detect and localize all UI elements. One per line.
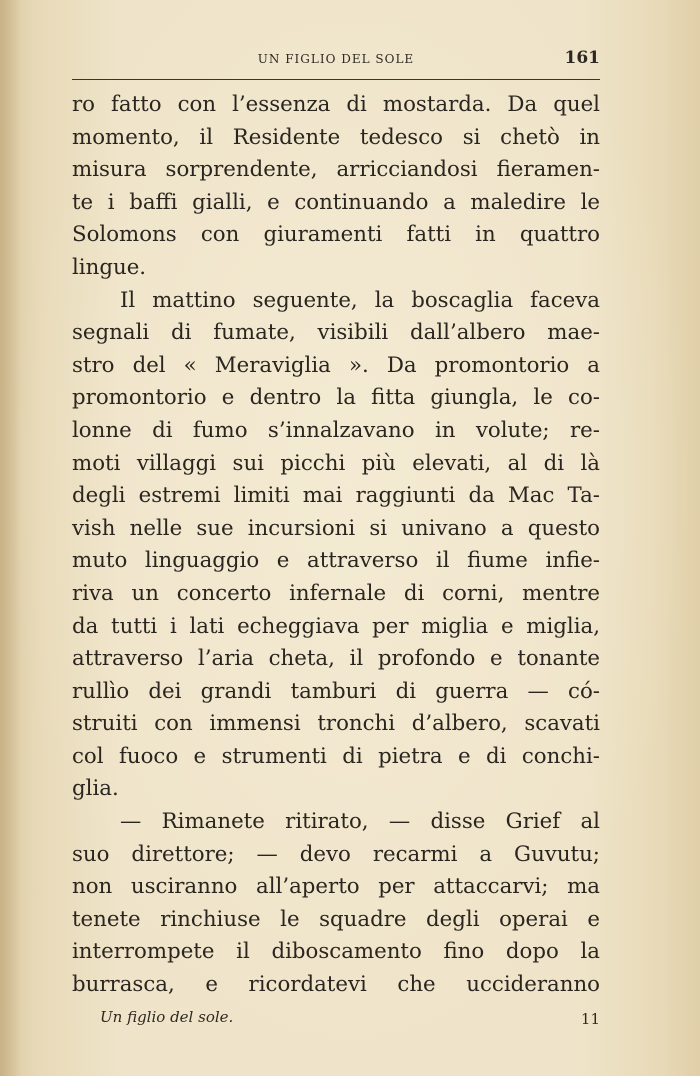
text-line: moti villaggi sui picchi più elevati, al di là xyxy=(72,450,600,476)
text-line: riva un concerto infernale di corni, mentre xyxy=(72,580,600,606)
text-line: interrompete il diboscamento fino dopo la xyxy=(72,939,600,965)
text-line: — Rimanete ritirato, — disse Grief al xyxy=(120,809,600,835)
text-line: Solomons con giuramenti fatti in quattro xyxy=(72,222,600,248)
text-line: attraverso l’aria cheta, il profondo e tonante xyxy=(72,646,600,672)
text-line: promontorio e dentro la fitta giungla, le co- xyxy=(72,385,600,411)
body-text xyxy=(72,89,600,1002)
text-line: suo direttore; — devo recarmi a Guvutu; xyxy=(72,841,600,867)
text-line: segnali di fumate, visibili dall’albero mae- xyxy=(72,320,600,346)
text-line: degli estremi limiti mai raggiunti da Mac Ta- xyxy=(72,483,600,509)
text-line: col fuoco e strumenti di pietra e di conchi- xyxy=(72,743,600,769)
text-line: te i baffi gialli, e continuando a maledire le xyxy=(72,189,600,215)
text-line: glia. xyxy=(72,776,119,802)
text-line: ro fatto con l’essenza di mostarda. Da quel xyxy=(72,92,600,117)
text-line: muto linguaggio e attraverso il fiume infie- xyxy=(72,548,600,574)
text-line: Il mattino seguente, la boscaglia faceva xyxy=(120,287,600,313)
text-line: vish nelle sue incursioni si univano a questo xyxy=(72,515,600,541)
running-head: UN FIGLIO DEL SOLE xyxy=(257,52,415,66)
footer-book-title: Un figlio del sole. xyxy=(100,1008,234,1026)
text-line: struiti con immensi tronchi d’albero, scavati xyxy=(72,711,600,737)
page-binding-shadow xyxy=(0,0,22,1076)
text-line: momento, il Residente tedesco si chetò in xyxy=(72,124,600,150)
text-line: tenete rinchiuse le squadre degli operai e xyxy=(72,906,600,932)
page-header xyxy=(72,48,600,74)
text-line: rullìo dei grandi tamburi di guerra — có- xyxy=(72,678,600,704)
text-line: burrasca, e ricordatevi che uccideranno xyxy=(72,972,600,998)
text-line: misura sorprendente, arricciandosi fieramen- xyxy=(72,157,600,183)
header-rule xyxy=(72,79,600,80)
page-footer xyxy=(100,1008,600,1032)
text-line: stro del « Meraviglia ». Da promontorio a xyxy=(72,352,600,378)
page-number: 161 xyxy=(564,48,600,68)
text-line: lingue. xyxy=(72,254,147,280)
text-line: lonne di fumo s’innalzavano in volute; re- xyxy=(72,417,600,443)
footer-signature-mark: 11 xyxy=(580,1010,600,1028)
text-line: da tutti i lati echeggiava per miglia e miglia, xyxy=(72,613,600,639)
text-line: non usciranno all’aperto per attaccarvi; ma xyxy=(72,874,600,900)
